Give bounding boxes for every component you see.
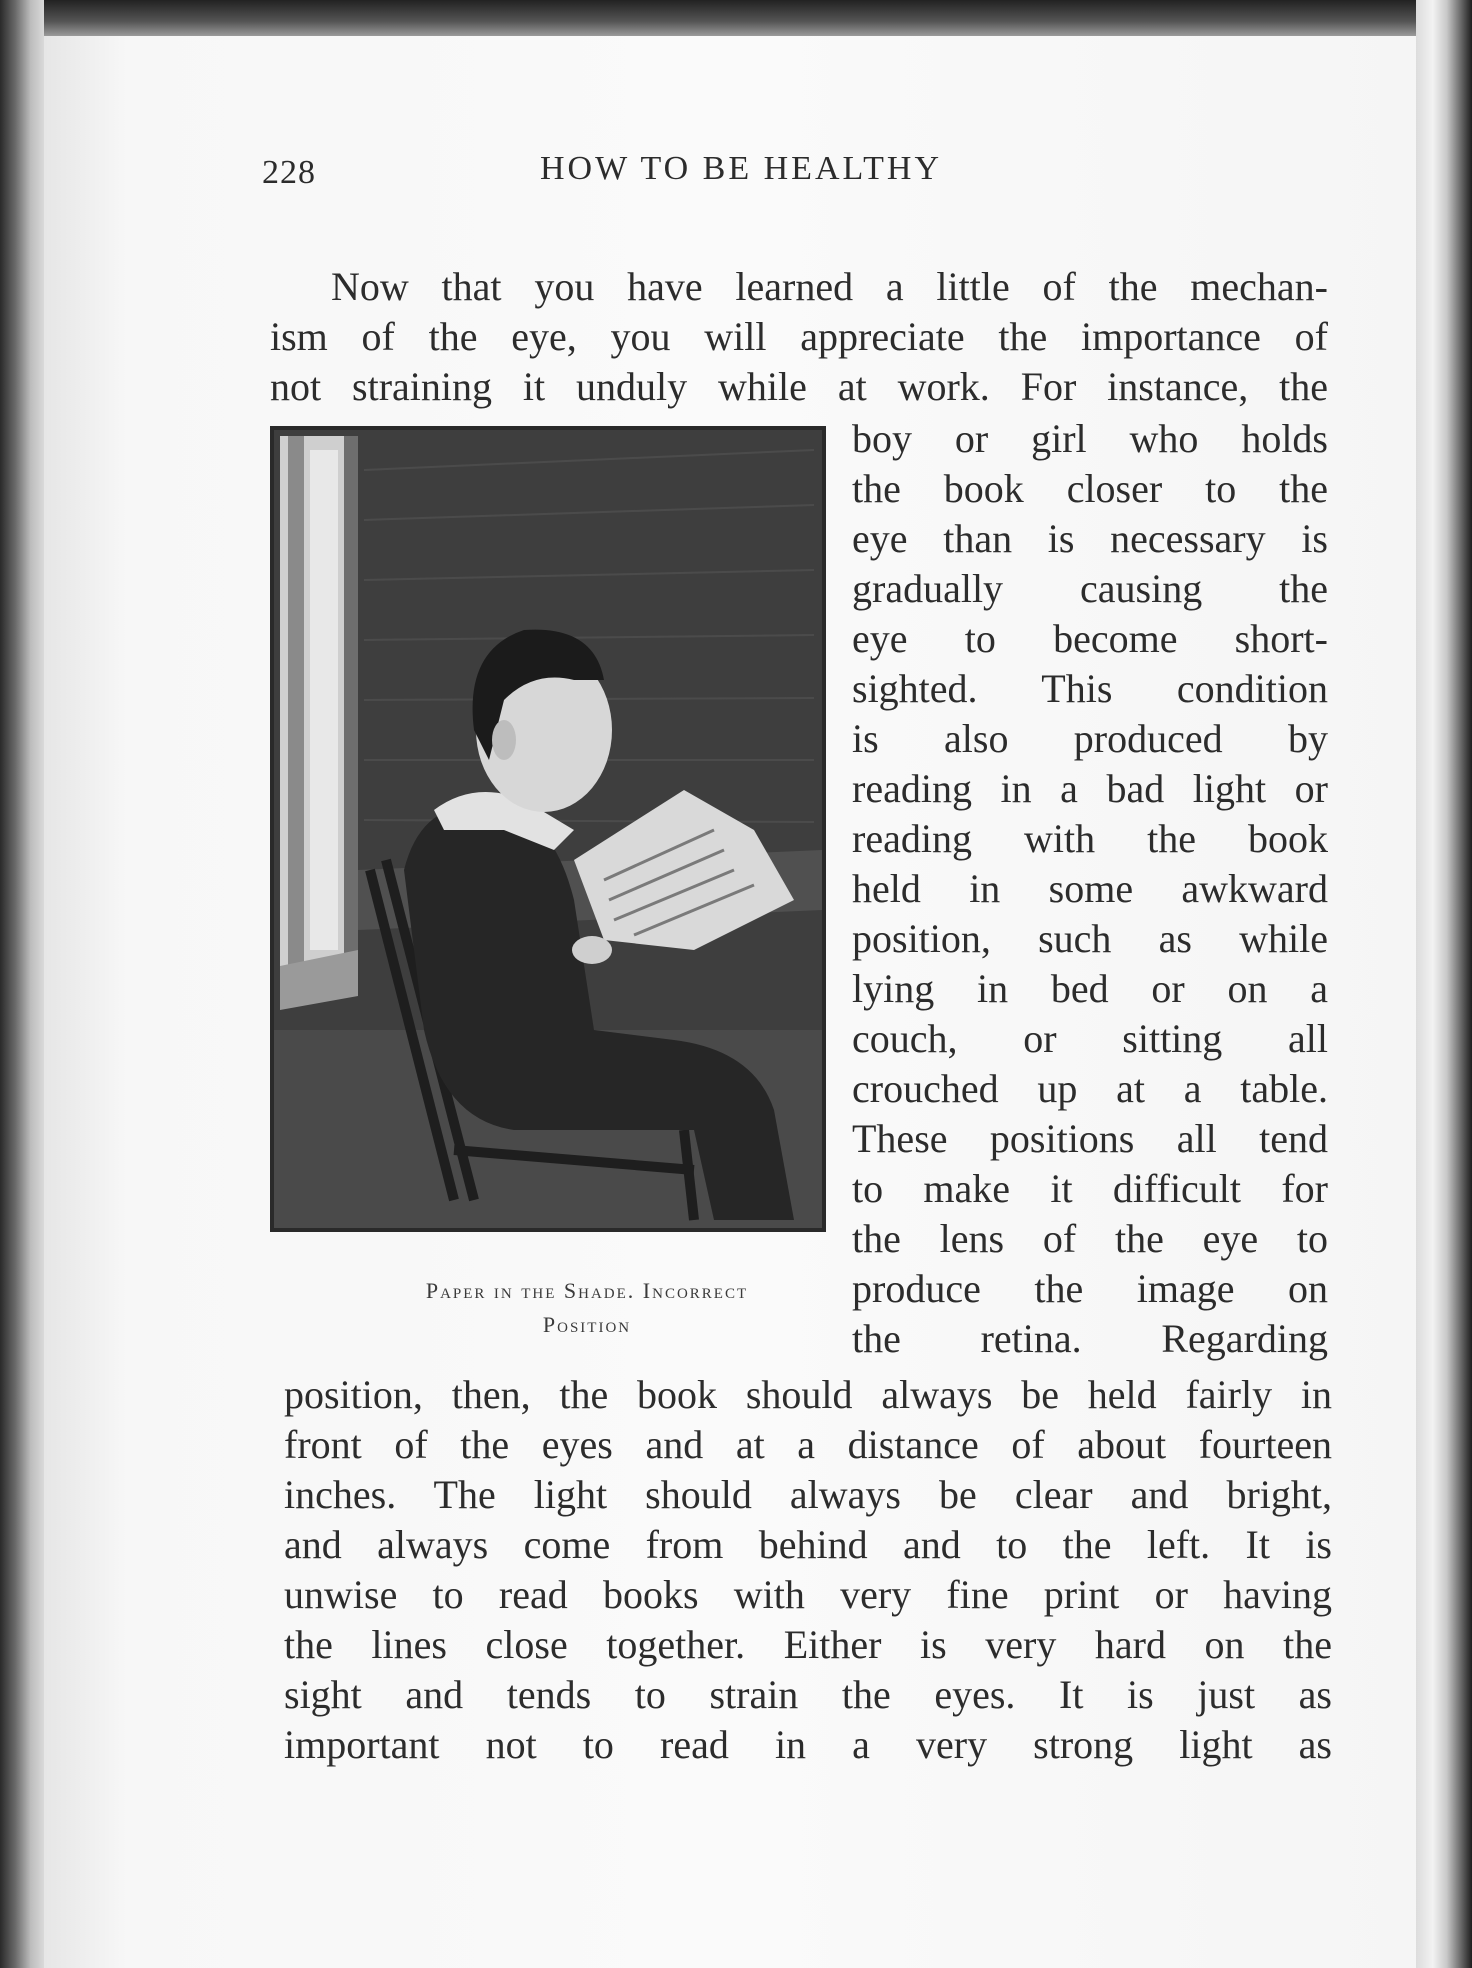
body-text-line: position, such as while — [852, 916, 1328, 961]
body-text-line: sight and tends to strain the eyes. It is just as — [284, 1672, 1332, 1717]
book-right-edge — [1416, 0, 1472, 1968]
figure-caption — [304, 1274, 870, 1342]
body-text-line: gradually causing the — [852, 566, 1328, 611]
body-text-line: sighted. This condition — [852, 666, 1328, 711]
body-text-line: ism of the eye, you will appreciate the importance of — [270, 314, 1328, 359]
caption-line: Paper in the Shade. Incorrect — [425, 1278, 749, 1303]
book-top-edge — [0, 0, 1472, 36]
body-text-line: eye to become short- — [852, 616, 1328, 661]
body-text-line: the lines close together. Either is very hard on the — [284, 1622, 1332, 1667]
page-number: 228 — [262, 154, 316, 191]
body-text-line: reading in a bad light or — [852, 766, 1328, 811]
body-text-line: eye than is necessary is — [852, 516, 1328, 561]
body-text-line: These positions all tend — [852, 1116, 1328, 1161]
caption-line: Position — [542, 1312, 632, 1337]
body-text-line: important not to read in a very strong light as — [284, 1722, 1332, 1767]
body-text-line: unwise to read books with very fine print or having — [284, 1572, 1332, 1617]
body-text-line: inches. The light should always be clear and bright, — [284, 1472, 1332, 1517]
illustration-boy-reading-newspaper — [270, 426, 826, 1232]
body-text-line: position, then, the book should always be held fairly in — [284, 1372, 1332, 1417]
body-text-line: and always come from behind and to the left. It is — [284, 1522, 1332, 1567]
body-text-line: boy or girl who holds — [852, 416, 1328, 461]
body-text-line: held in some awkward — [852, 866, 1328, 911]
body-text-line: the lens of the eye to — [852, 1216, 1328, 1261]
body-text-line: front of the eyes and at a distance of about fourteen — [284, 1422, 1332, 1467]
book-binding-edge — [0, 0, 44, 1968]
body-text-line: is also produced by — [852, 716, 1328, 761]
body-text-line: Now that you have learned a little of the mechan- — [331, 264, 1328, 309]
body-text-line: crouched up at a table. — [852, 1066, 1328, 1111]
running-head: HOW TO BE HEALTHY — [540, 150, 943, 187]
body-text-line: produce the image on — [852, 1266, 1328, 1311]
body-text-line: couch, or sitting all — [852, 1016, 1328, 1061]
body-text-line: reading with the book — [852, 816, 1328, 861]
book-page — [44, 36, 1416, 1968]
body-text-line: to make it difficult for — [852, 1166, 1328, 1211]
body-text-line: the book closer to the — [852, 466, 1328, 511]
body-text-line: lying in bed or on a — [852, 966, 1328, 1011]
body-text-line: not straining it unduly while at work. For instance, the — [270, 364, 1328, 409]
body-text-line: the retina. Regarding — [852, 1316, 1328, 1361]
